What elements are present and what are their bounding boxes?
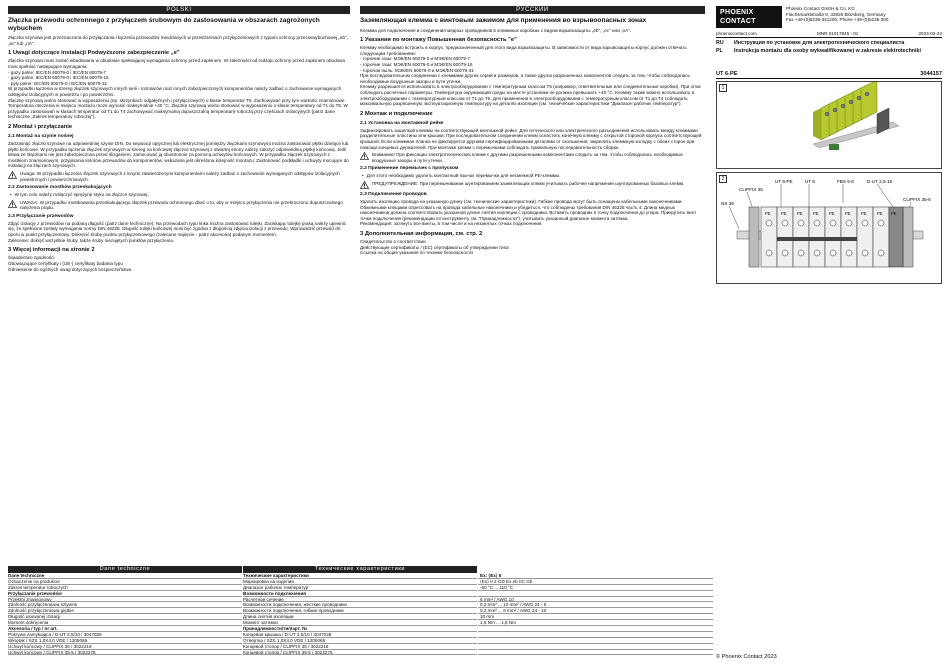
warning-triangle-icon bbox=[360, 152, 369, 160]
copyright-footer: © Phoenix Contact 2023 bbox=[716, 654, 777, 660]
figure-2-assembly bbox=[716, 172, 942, 284]
note-1-ru bbox=[360, 152, 705, 163]
tech-header-ru: Технические характеристики bbox=[243, 566, 477, 573]
section-2-3-title-pl: 2.3 Przyłączanie przewodów bbox=[8, 213, 74, 219]
tech-data-ru bbox=[243, 566, 477, 655]
note-2-pl bbox=[8, 200, 350, 211]
polish-column bbox=[8, 6, 350, 272]
section-3-text-pl: Świadectwo zgodności Obowiązujące certyfikaty i (UE-) certyfikaty badania typu Odniesienie do ogólnych uwag dotyczących bezpieczeństwa bbox=[8, 255, 132, 272]
tech-row-pl: Uchwyt końcowy / CLIPFIX 35 / 3022218 bbox=[8, 644, 242, 650]
language-text-ru: Инструкция по установке для электротехнического специалиста bbox=[734, 39, 905, 46]
section-2-1-text-pl: Zatrzasnąć złączki szynowe na odpowiedniej szynie DIN. Do separacji optycznej lub elektrycznej pomiędzy złączkami szynowymi można zastosować płytki dzielące lub płytki końcowe. W przypadku łączenia złączek szynowych w szereg na końcowej złączce szynowej z otwartej strony należy założyć odpowiednią płytkę końcową. Jeśli listwa ze złączkami nie jest zabezpieczona przed ślizganiem, zamocować ją obustronnie za pomocą uchwytów końcowych. W przypadku złączek szynowych z mostkiem znamionowym, przypisania kolorów przewodów do komponentów, wskazana jest określona kolejność montażu. Zastosować podkładki i uchwyty mocujące do instalacji na złączach szynowych. bbox=[8, 140, 349, 169]
language-code-pl: PL bbox=[716, 48, 723, 55]
bullet-2-2-ru: • Для этого необходимо удалить контактный язычок перемычки для несмежной PE-клеммы. bbox=[362, 173, 561, 179]
tech-row-pl: Wkrętak / SZS 1,0X4,0 VDE / 1205066 bbox=[8, 638, 242, 644]
terminal-strip-drawing bbox=[717, 173, 941, 283]
note-1-text-pl: Uwaga: W przypadku łączenia złączek szynowych z innymi zatwierdzonymi komponentami należy zadbać o zachowanie wymaganych odstępów izolacyjnych powietrznych i powierzchniowych. bbox=[20, 170, 340, 182]
tech-row-pl: Przekrój znamionowy bbox=[8, 597, 242, 603]
tech-data-pl bbox=[8, 566, 242, 655]
section-2-3-title-ru: 2.3 Подключение проводов bbox=[360, 191, 427, 197]
section-3-title-ru: 3 Дополнительная информация, см. стр. 2 bbox=[360, 230, 483, 237]
tech-row-ru: Концевой стопор / CLIPFIX 35-5 / 3022276 bbox=[243, 650, 477, 656]
tech-row-pl: Akcesoria / typ / nr art. bbox=[8, 626, 242, 632]
language-header-pl: POLSKI bbox=[8, 6, 350, 14]
russian-column bbox=[360, 6, 705, 256]
tech-row-v: 0,2 mm² ... 6 mm² / AWG 24 - 10 bbox=[478, 608, 713, 614]
tech-row-ru: Концевая крышка / D-UT 2,5/10 / 3047028 bbox=[243, 632, 477, 638]
tech-row-pl: Długość usuwanej izolacji bbox=[8, 614, 242, 620]
note-2-text-ru: ПРЕДУПРЕЖДЕНИЕ: При перемычивании шунтированием заземляющих клемм учитывать рабочее напряжение шунтированных базовых клемм. bbox=[372, 180, 685, 186]
section-2-1-title-ru: 2.1 Установка на монтажной рейке bbox=[360, 120, 444, 126]
document-date: 2023-02-24 bbox=[918, 31, 942, 36]
tech-row-pl: Zakres temperatur roboczych bbox=[8, 585, 242, 591]
pe-mark: PE bbox=[861, 211, 867, 217]
intro-pl: Złączka szynowa jest przeznaczona do przyłączania i łączenia przewodów miedzianych w przestrzeniach przyłączeniowych z typami ochrony przeciwwybuchowej „eb", „ec" lub „nA". bbox=[8, 35, 348, 46]
pe-mark: PE bbox=[877, 211, 883, 217]
tech-row-pl: Oznaczenie na produkcie bbox=[8, 579, 242, 585]
tech-row-v: 10 mm bbox=[478, 614, 713, 620]
tech-row-ru: Расчетное сечение bbox=[243, 597, 477, 603]
bullet-2-2-text-ru: Для этого необходимо удалить контактный язычок перемычки для несмежной PE-клеммы. bbox=[366, 173, 561, 179]
tech-row-ru: Принадлежности/тип/арт. № bbox=[243, 626, 477, 632]
language-text-pl: Instrukcja montażu dla osoby wykwalifikowanej w zakresie elektrotechniki bbox=[734, 48, 921, 55]
figure-1-product bbox=[716, 81, 942, 169]
label-fbs: FBS 5-8 bbox=[837, 179, 854, 185]
pe-mark: PE bbox=[891, 211, 897, 217]
tech-row-v bbox=[478, 650, 713, 656]
bullet-2-2-pl: • W tym celu należy rozłączyć sprężynę styku na złączce szynowej. bbox=[10, 192, 149, 198]
section-1-text-pl: Złączka szynowa musi zostać wbudowana w obudowie spełniającej wymagania ochrony przed zapłonem. W zależności od rodzaju ochrony przed zapłonem obudowa musi spełniać następujące wymagania: - gazy palne: IEC/EN 60079-0 i IEC/EN 60079-7 - gazy palne: IEC/EN 60079-0 i IEC/EN 60079-15 - pyły palne: IEC/EN 60079-0 i IEC/EN 60079-31 W przypadku łączenia w szereg złączek szynowych innych serii i rozmiarów oraz innych zabezpieczonych komponentów należy zadbać o zachowanie wymaganych odstępów izolacyjnych w powietrzu i po powierzchni. Złączkę szynową wolno stosować w wyposażeniu (np. skrzynkach odgałęźnych i przyłączowych) o klasie temperatur T6. Zachowywać przy tym wartości znamionowe. Temperatura otoczenia w miejscu montażu może wynosić maksymalnie +40 °C. Złączkę szynową wolno stosować w wyposażeniu o klasie temperatury od T1 do T5. W przypadku zastosowań w klasach temperatur od T1 do T4 zachowywać maksymalną dopuszczalną temperaturę roboczą przy częściach izolacyjnych (patrz dane techniczne „Zakres temperatury roboczej"). bbox=[8, 58, 348, 120]
title-pl: Złączka przewodu ochronnego z przyłączem śrubowym do zastosowania w obszarach zagrożonych wybuchem bbox=[8, 17, 320, 32]
label-dut: D-UT 2,5-10 bbox=[867, 179, 893, 185]
note-1-pl bbox=[8, 171, 350, 182]
tech-row-pl: Moment dokręcenia bbox=[8, 620, 242, 626]
label-ut6pe: UT 6-PE bbox=[775, 179, 793, 185]
title-ru: Заземляющая клемма с винтовым зажимом для применения во взрывоопасных зонах bbox=[360, 17, 647, 24]
phoenix-contact-logo: PHOENIX CONTACT bbox=[716, 6, 782, 28]
pe-mark: PE bbox=[781, 211, 787, 217]
pe-mark: PE bbox=[813, 211, 819, 217]
figure-2-number: 2 bbox=[719, 175, 727, 183]
tech-row-v: 1,5 Nm ... 1,8 Nm bbox=[478, 620, 713, 626]
intro-ru: Клемма для подключения и соединения медных проводников в клеммных коробках с видом взрывозащиты „eb", „ec" или „nA". bbox=[360, 27, 632, 33]
note-1-text-ru: Внимание! При фиксации электротехнических клемм с другими разрешенными компонентами следить за тем, чтобы соблюдались необходимые воздушные зазоры и пути утечки. bbox=[372, 152, 683, 163]
pe-mark: PE bbox=[829, 211, 835, 217]
tech-row-v: 0,2 mm² ... 10 mm² / AWG 24 - 8 bbox=[478, 602, 713, 608]
section-1-text-ru: Клемму необходимо встроить в корпус, предназначенный для этого вида взрывозащиты. В зависимости от вида взрывозащиты корпус должен отвечать следующим требованиям: - горючие газы: МЭК/EN 60079-0 и МЭК/EN 60079-7 - горючие газы: МЭК/EN 60079-0 и МЭК/EN 60079-15 - горючая пыль: МЭК/EN 60079-0 и МЭК/EN 60079-31 При последовательном соединении с клеммами других серий и размеров, а также других разрешенных компонентов следить за тем, чтобы соблюдались необходимые воздушные зазоры и пути утечки. Клемму разрешается использовать в электрооборудовании с температурным классом T6 (например, ответвительные или соединительные коробки). При этом соблюдать расчетные параметры. Температура окружающей среды на месте установки не должна превышать +40 °C. Клемму также можно использовать в электрооборудовании с температурным классом от T1 до T5. Для применения в электрооборудовании с температурным классом от T1 до T4 соблюдать максимальную разрешенную эксплуатационную температуру на деталях изоляции (см. технические характеристики "Диапазон рабочих температур"). bbox=[360, 45, 701, 107]
tech-header-pl: Dane techniczne bbox=[8, 566, 242, 573]
product-row bbox=[716, 71, 942, 80]
order-number: 3044157 bbox=[920, 70, 942, 77]
tech-row-ru: Маркировка на изделии bbox=[243, 579, 477, 585]
section-2-2-title-pl: 2.2 Zastosowanie mostków przeskakujących bbox=[8, 185, 112, 191]
section-2-1-title-pl: 2.1 Montaż na szynie nośnej bbox=[8, 134, 74, 139]
pe-mark: PE bbox=[845, 211, 851, 217]
language-line-pl bbox=[716, 48, 942, 54]
tech-row-ru: Диапазон рабочих температур bbox=[243, 585, 477, 591]
pe-mark: PE bbox=[765, 211, 771, 217]
label-ut6: UT 6 bbox=[805, 179, 815, 185]
terminal-block-illustration bbox=[717, 82, 941, 168]
tech-row-ru: Возможности подключения, жесткие проводники bbox=[243, 602, 477, 608]
values-header-spacer bbox=[478, 566, 713, 573]
section-3-title-pl: 3 Więcej informacji na stronie 2 bbox=[8, 247, 95, 254]
warning-triangle-icon bbox=[8, 200, 17, 208]
tech-row-ru: Возможности подключения bbox=[243, 591, 477, 597]
tech-row-v: Ex: ⟨Ex⟩ II bbox=[478, 573, 713, 579]
language-code-ru: RU bbox=[716, 39, 724, 46]
section-2-2-title-ru: 2.2 Применение перемычек с пропуском bbox=[360, 166, 459, 172]
company-header bbox=[716, 6, 942, 28]
tech-row-pl: Zdolność przyłączeniowa giętkie bbox=[8, 608, 242, 614]
note-2-ru bbox=[360, 181, 705, 189]
tech-row-pl: Przyłączanie przewodów bbox=[8, 591, 242, 597]
tech-row-pl: Zdolność przyłączeniowa sztywne bbox=[8, 602, 242, 608]
product-name: UT 6-PE bbox=[716, 70, 738, 77]
section-2-title-pl: 2 Montaż i przyłączanie bbox=[8, 123, 73, 130]
tech-row-pl: Dane techniczne bbox=[8, 573, 242, 579]
tech-row-v: 6 mm² / AWG 10 bbox=[478, 597, 713, 603]
section-1-title-ru: 1 Указания по монтажу Повышенная безопасность "e" bbox=[360, 37, 517, 44]
figure-1-number: 1 bbox=[719, 84, 727, 92]
language-line-ru bbox=[716, 40, 942, 46]
warning-triangle-icon bbox=[360, 181, 369, 189]
website[interactable]: phoenixcontact.com bbox=[716, 31, 757, 36]
section-2-3-text-ru: Удалить изоляцию провода на указанную длину (см. технические характеристики). Гибкие провода могут быть оснащены кабельными наконечниками. Обжимными клещами опрессовать на провода кабельные наконечники и убедиться, что соблюдены требования DIN 46228 часть 4. Длина медных наконечников должна соответствовать указанной длине снятия изоляции с проводника. Вставить проводник в точку подключения до упора. Прикрутить винт точки подключения (рекомендации по инструменту см. "Принадлежности"), учитывать указанный диапазон момента затяжки. Рекомендация: затянуть все винты, в том числе и на незанятых точках подключения. bbox=[360, 198, 697, 227]
label-clipfix35-5: CLIPFIX 35-5 bbox=[903, 197, 931, 203]
label-clipfix35: CLIPFIX 35 bbox=[739, 187, 763, 193]
section-2-1-text-ru: Зафиксировать защелкой клеммы на соответствующей монтажной рейке. Для оптического или электрического разъединения использовать между клеммами разделительные пластины или крышки. При последовательном соединении клемм оснастить конечную клемму с открытой стороной корпуса соответствующей крышкой. Если клеммная планка не фиксируется другими сертифицированными деталями от скольжения, закрепить клеммную колодку с обеих сторон при помощи концевых держателей. При монтаже клемм с перемычками соблюдать правильную последовательность сборки. bbox=[360, 127, 702, 150]
tech-row-pl: Uchwyt końcowy / CLIPFIX 35-5 / 3022276 bbox=[8, 650, 242, 656]
section-1-title-pl: 1 Uwagi dotyczące instalacji Podwyższone zabezpieczenie „e" bbox=[8, 50, 180, 57]
section-2-3-text-pl: Zdjąć izolację z przewodów na podaną długość (patrz dane techniczne). Na przewodach typu linka można zastosować tulejki. Zaciskając tulejkę prasą należy upewnić się, że spełnione zostały wymagania normy DIN 46228. Długość tulejki końcowej musi być zgodna z długością zdjęcia izolacji z przewodu. Wprowadzić przewód do oporu w punkt przyłączeniowy. Dokręcić śrubę punktu przyłączeniowego (zalecane napięcie - patrz akcesoria) podanym momentem. Zalecenie: dokręć wszystkie śruby, także śruby niezajętych punktów przyłączenia. bbox=[8, 220, 347, 243]
pe-mark: PE bbox=[797, 211, 803, 217]
tech-row-ru: Отвертка / SZS 1,0X4,0 VDE / 1205066 bbox=[243, 638, 477, 644]
label-ns35: NS 35 bbox=[721, 201, 734, 207]
material-number: MNR 01017845 - 01 bbox=[816, 31, 859, 36]
header-column bbox=[716, 6, 942, 284]
tech-row-ru: Возможности подключения, гибкие проводники bbox=[243, 608, 477, 614]
tech-row-ru: Длина снятия изоляции bbox=[243, 614, 477, 620]
company-address: Phoenix Contact GmbH & Co. KG Flachsmarktstraße 8, 32825 Blomberg, Germany Fax +49-(0)5235-341200, Phone +49-(0)5235-300 bbox=[786, 6, 889, 23]
tech-row-v: ⟨Ex⟩ II 2 GD Ex eb IIC Gb bbox=[478, 579, 713, 585]
tech-row-pl: Pokrywa zamykająca / D-UT 2,5/10 / 3047028 bbox=[8, 632, 242, 638]
note-2-text-pl: UWAGA: W przypadku mostkowania przeskakującego złączek przewodu ochronnego dbać o to, aby w miejscu przyłączenia nie przekroczono dopuszczalnego natężenia prądu. bbox=[20, 199, 343, 211]
document-meta bbox=[716, 31, 942, 38]
section-3-text-ru: Свидетельство о соответствии Действующие сертификаты / (ЕС) сертификаты об утверждении типа Ссылка на общие указания по технике безопасности bbox=[360, 238, 509, 256]
warning-triangle-icon bbox=[8, 171, 17, 179]
tech-row-ru: Технические характеристики bbox=[243, 573, 477, 579]
section-2-title-ru: 2 Монтаж и подключение bbox=[360, 110, 433, 117]
tech-row-ru: Концевой стопор / CLIPFIX 35 / 3022218 bbox=[243, 644, 477, 650]
tech-row-v: -60 °C ... 110 °C bbox=[478, 585, 713, 591]
tech-data-values bbox=[478, 566, 713, 655]
bullet-2-2-text-pl: W tym celu należy rozłączyć sprężynę styku na złączce szynowej. bbox=[14, 192, 149, 198]
language-header-ru: РУССКИЙ bbox=[360, 6, 705, 14]
tech-row-ru: Момент затяжки bbox=[243, 620, 477, 626]
